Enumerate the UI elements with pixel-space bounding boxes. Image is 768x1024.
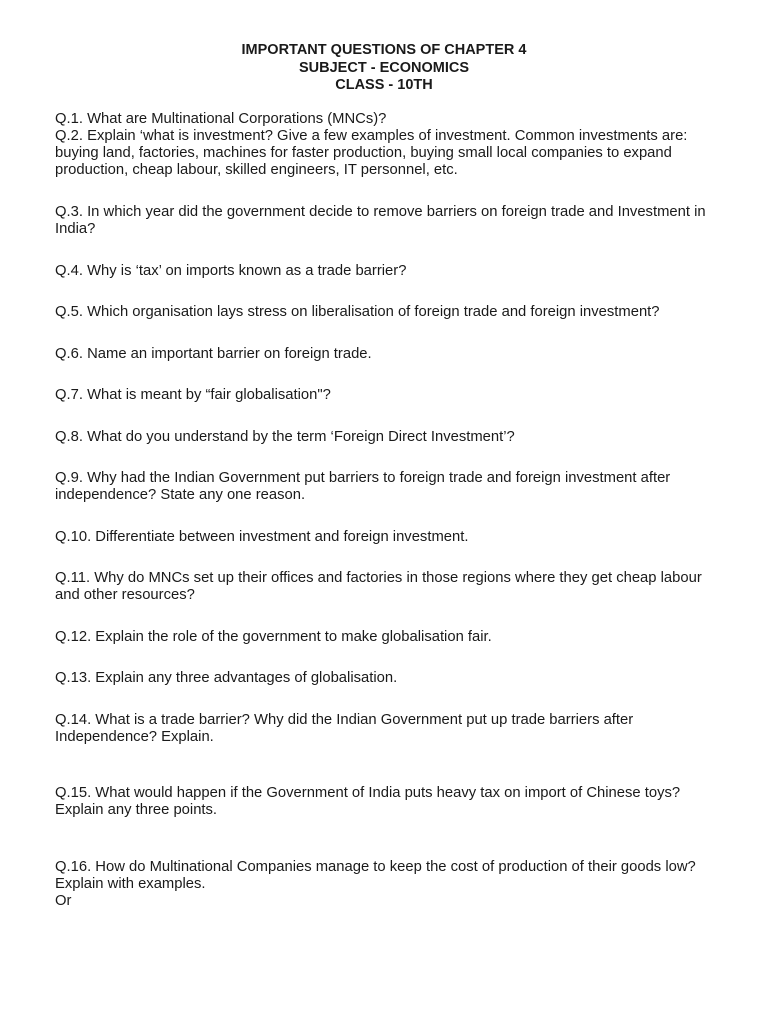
question-13: Q.13. Explain any three advantages of globalisation. [55,670,398,686]
trailing-or: Or [55,893,72,909]
question-5: Q.5. Which organisation lays stress on liberalisation of foreign trade and foreign investment? [55,304,660,320]
question-10: Q.10. Differentiate between investment and foreign investment. [55,529,469,545]
question-11: Q.11. Why do MNCs set up their offices and factories in those regions where they get cheap labour and other resources? [55,570,702,604]
question-16: Q.16. How do Multinational Companies manage to keep the cost of production of their goods low? Explain with examples. [55,859,696,893]
question-4: Q.4. Why is ‘tax’ on imports known as a trade barrier? [55,263,407,279]
header-title: IMPORTANT QUESTIONS OF CHAPTER 4 [241,42,527,58]
question-12: Q.12. Explain the role of the government to make globalisation fair. [55,629,492,645]
question-9: Q.9. Why had the Indian Government put barriers to foreign trade and foreign investment after independence? State any one reason. [55,470,671,504]
question-14: Q.14. What is a trade barrier? Why did the Indian Government put up trade barriers after Independence? Explain. [55,712,634,746]
question-15: Q.15. What would happen if the Government of India puts heavy tax on import of Chinese toys? Explain any three points. [55,785,681,819]
header-subject: SUBJECT - ECONOMICS [299,59,469,76]
question-1: Q.1. What are Multinational Corporations (MNCs)? [55,111,387,127]
question-7: Q.7. What is meant by “fair globalisation"? [55,387,331,403]
question-2: Q.2. Explain ‘what is investment? Give a few examples of investment. Common investments are: buying land, factories, machines for faster production, buying small local companies to expand production, cheap labour, skilled engineers, IT personnel, etc. [55,128,688,179]
question-8: Q.8. What do you understand by the term ‘Foreign Direct Investment’? [55,429,515,445]
question-3: Q.3. In which year did the government decide to remove barriers on foreign trade and Investment in India? [55,204,706,238]
document-header [0,42,768,95]
question-6: Q.6. Name an important barrier on foreign trade. [55,346,372,362]
header-class: CLASS - 10TH [335,77,433,93]
